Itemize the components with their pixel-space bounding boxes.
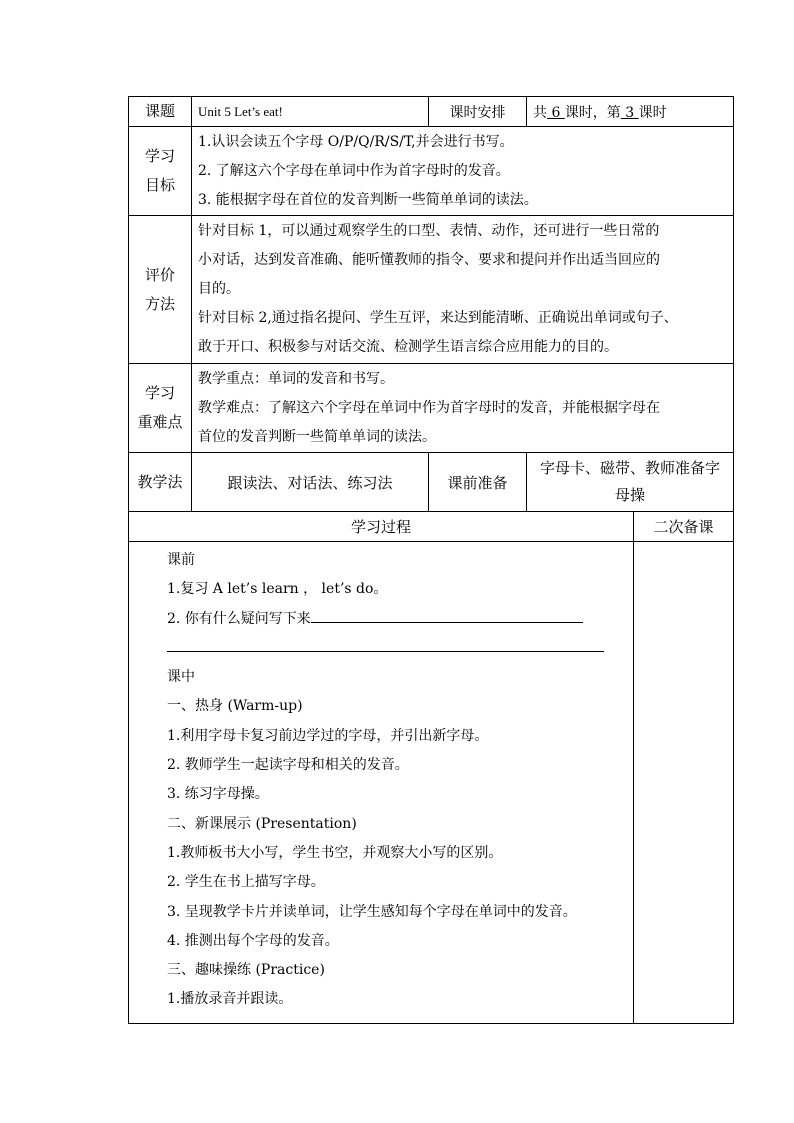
schedule-label: 课时安排 [429, 97, 527, 127]
schedule-value [527, 97, 734, 127]
schedule-mid: 课时，第 [564, 104, 621, 121]
evaluation-line: 敢于开口、积极参与对话交流、检测学生语言综合应用能力的目的。 [198, 339, 618, 355]
schedule-current: 3 [620, 104, 639, 121]
evaluation-label-line-1: 评价 [144, 265, 175, 284]
evaluation-row [129, 216, 734, 364]
notes-header: 二次备课 [634, 512, 734, 542]
methods-row [129, 453, 734, 512]
evaluation-content [192, 216, 734, 364]
warmup-step: 2. 教师学生一起读字母和相关的发音。 [167, 757, 409, 774]
process-row [129, 542, 734, 1024]
prep-label: 课前准备 [429, 453, 527, 512]
warmup-step: 1.利用字母卡复习前边学过的字母，并引出新字母。 [167, 727, 489, 744]
goal-item: 2. 了解这六个字母在单词中作为首字母时的发音。 [198, 163, 510, 179]
methods-label: 教学法 [129, 453, 192, 512]
key-points-label-line-1: 学习 [144, 384, 175, 402]
answer-blank-line-2[interactable] [167, 635, 604, 652]
schedule-total: 6 [547, 104, 565, 121]
presentation-step: 1.教师板书大小写，学生书空，并观察大小写的区别。 [167, 844, 503, 861]
evaluation-line: 小对话，达到发音准确、能听懂教师的指令、要求和提问并作出适当回应的 [198, 252, 660, 268]
key-points-label [129, 364, 192, 453]
goal-item: 1.认识会读五个字母 O/P/Q/R/S/T,并会进行书写。 [198, 134, 514, 150]
warmup-title: 一、热身 (Warm-up) [167, 698, 303, 715]
before-item-review: 1.复习 A let’s learn ， let’s do。 [167, 581, 388, 598]
topic-label: 课题 [129, 97, 192, 127]
goals-label-line-2: 目标 [144, 176, 175, 194]
before-item-questions [167, 605, 627, 634]
presentation-step: 2. 学生在书上描写字母。 [167, 874, 325, 891]
key-points-label-line-2: 重难点 [137, 413, 183, 431]
practice-step: 1.播放录音并跟读。 [167, 991, 293, 1008]
key-point-line: 教学难点：了解这六个字母在单词中作为首字母时的发音，并能根据字母在 [198, 400, 660, 416]
schedule-suffix: 课时 [638, 104, 667, 121]
goals-content [192, 127, 734, 216]
topic-row [129, 97, 734, 127]
process-content [129, 542, 634, 1024]
answer-blank-line[interactable] [311, 606, 583, 623]
schedule-prefix: 共 [533, 104, 547, 121]
lesson-plan-table [128, 96, 734, 1024]
goals-label [129, 127, 192, 216]
goals-row [129, 127, 734, 216]
answer-blank-row[interactable] [167, 634, 627, 663]
evaluation-line: 针对目标 2,通过指名提问、学生互评，来达到能清晰、正确说出单词或句子、 [198, 310, 678, 326]
key-point-line: 教学重点：单词的发音和书写。 [198, 371, 394, 387]
evaluation-label [129, 216, 192, 364]
process-header: 学习过程 [129, 512, 634, 542]
methods-value: 跟读法、对话法、练习法 [192, 453, 429, 512]
presentation-title: 二、新课展示 (Presentation) [167, 815, 357, 832]
key-point-line: 首位的发音判断一些简单单词的读法。 [198, 429, 436, 445]
practice-title: 三、趣味操练 (Practice) [167, 962, 325, 979]
before-item-questions-text: 2. 你有什么疑问写下来 [167, 610, 311, 627]
prep-value-line-2: 母操 [614, 486, 645, 504]
warmup-step: 3. 练习字母操。 [167, 786, 269, 803]
presentation-step: 4. 推测出每个字母的发音。 [167, 932, 339, 949]
notes-content[interactable] [634, 542, 734, 1024]
prep-value-line-1: 字母卡、磁带、教师准备字 [539, 459, 720, 477]
key-points-content [192, 364, 734, 453]
goals-label-line-1: 学习 [144, 147, 175, 165]
goal-item: 3. 能根据字母在首位的发音判断一些简单单词的读法。 [198, 192, 538, 208]
during-class-title: 课中 [167, 669, 195, 686]
process-header-row [129, 512, 734, 542]
evaluation-line: 目的。 [198, 281, 240, 297]
key-points-row [129, 364, 734, 453]
presentation-step: 3. 呈现教学卡片并读单词，让学生感知每个字母在单词中的发音。 [167, 903, 577, 920]
topic-value: Unit 5 Let’s eat! [192, 97, 429, 127]
evaluation-label-line-2: 方法 [144, 294, 175, 313]
evaluation-line: 针对目标 1，可以通过观察学生的口型、表情、动作，还可进行一些日常的 [198, 223, 660, 239]
prep-value [527, 453, 734, 512]
before-class-title: 课前 [167, 552, 195, 568]
